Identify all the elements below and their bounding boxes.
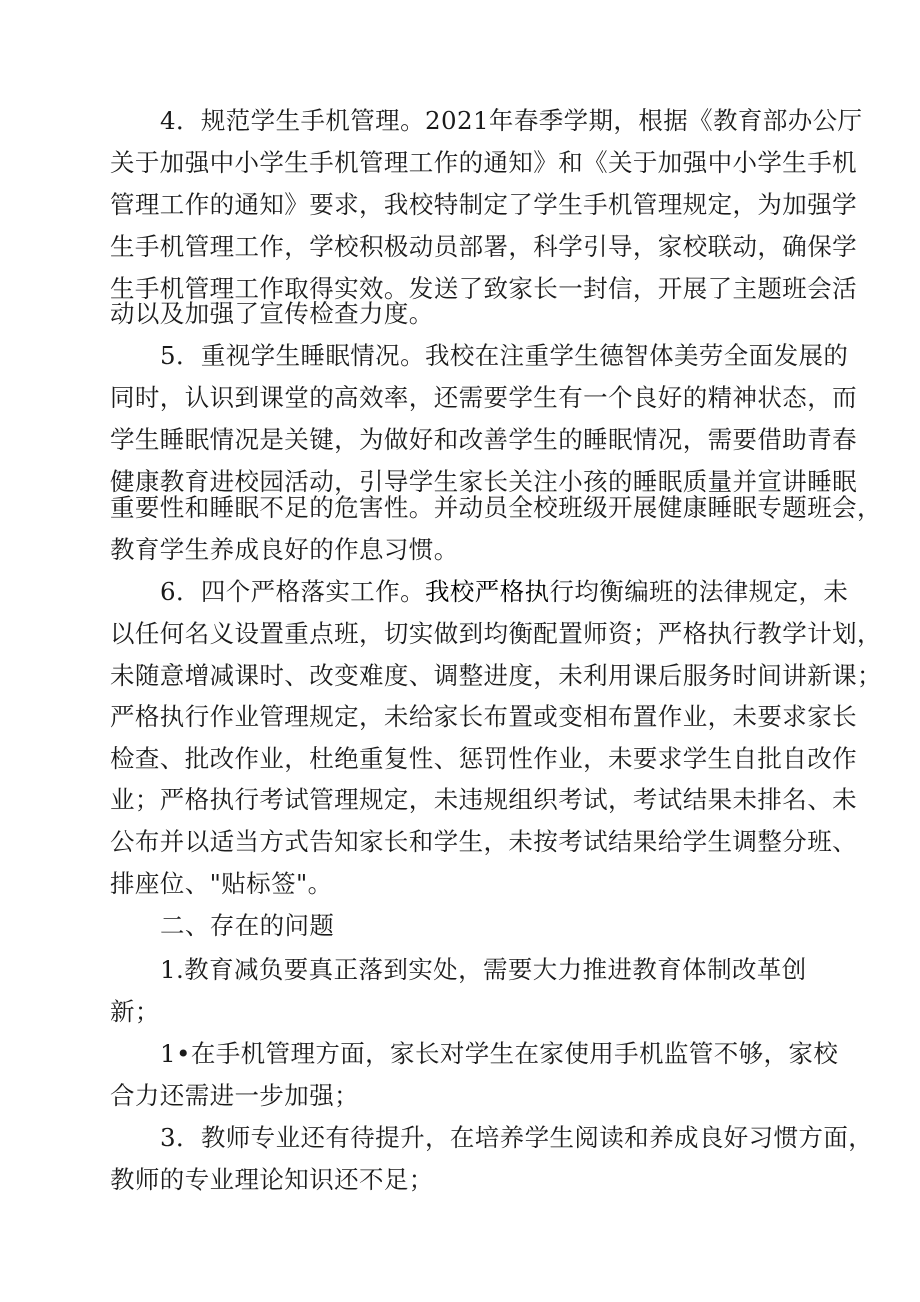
text-line: 教育学生养成良好的作息习惯。 (110, 535, 459, 564)
text-line: 教师的专业理论知识还不足； (110, 1165, 434, 1194)
text-line: 管理工作的通知》要求，我校特制定了学生手机管理规定，为加强学 (110, 190, 857, 219)
text-line: 公布并以适当方式告知家长和学生，未按考试结果给学生调整分班、 (110, 827, 857, 856)
text-line: 健康教育进校园活动，引导学生家长关注小孩的睡眠质量并宣讲睡眠 (110, 467, 857, 496)
text-line: 3．教师专业还有待提升，在培养学生阅读和养成良好习惯方面， (160, 1123, 874, 1152)
text-line: 业；严格执行考试管理规定，未违规组织考试，考试结果未排名、未 (110, 785, 857, 814)
text-line: 重要性和睡眠不足的危害性。并动员全校班级开展健康睡眠专题班会， (110, 493, 882, 522)
text-line: 严格执行作业管理规定，未给家长布置或变相布置作业，未要求家长 (110, 702, 857, 731)
text-segment: 6．四个严格落实工作。 (160, 577, 425, 606)
text-line: 以任何名义设置重点班，切实做到均衡配置师资；严格执行教学计划， (110, 619, 882, 648)
text-line: 学生睡眠情况是关键，为做好和改善学生的睡眠情况，需要借助青春 (110, 425, 857, 454)
text-line: 1•在手机管理方面，家长对学生在家使用手机监管不够，家校 (160, 1039, 839, 1068)
text-segment-dark: 我校严格执 (425, 577, 550, 606)
text-line: 关于加强中小学生手机管理工作的通知》和《关于加强中小学生手机 (110, 148, 857, 177)
text-line: 5．重视学生睡眠情况。我校在注重学生德智体美劳全面发展的 (160, 341, 849, 370)
text-line: 检查、批改作业，杜绝重复性、惩罚性作业，未要求学生自批自改作 (110, 744, 857, 773)
text-line: 生手机管理工作，学校积极动员部署，科学引导，家校联动，确保学 (110, 232, 857, 261)
text-line: 新； (110, 997, 160, 1026)
text-line: 合力还需进一步加强； (110, 1081, 359, 1110)
text-segment: 行均衡编班的法律规定，未 (549, 577, 849, 606)
text-line: 排座位、"贴标签"。 (110, 869, 333, 898)
text-line: 同时，认识到课堂的高效率，还需要学生有一个良好的精神状态，而 (110, 383, 857, 412)
text-line: 生手机管理工作取得实效。发送了致家长一封信，开展了主题班会活 (110, 274, 857, 303)
text-line: 动以及加强了宣传检查力度。 (110, 299, 434, 328)
section-heading: 二、存在的问题 (160, 911, 335, 940)
text-line: 未随意增减课时、改变难度、调整进度，未利用课后服务时间讲新课； (110, 661, 882, 690)
text-line: 4．规范学生手机管理。2021年春季学期，根据《教育部办公厅 (160, 106, 863, 135)
text-line: 1.教育减负要真正落到实处，需要大力推进教育体制改革创 (160, 955, 807, 984)
text-line (160, 576, 848, 608)
